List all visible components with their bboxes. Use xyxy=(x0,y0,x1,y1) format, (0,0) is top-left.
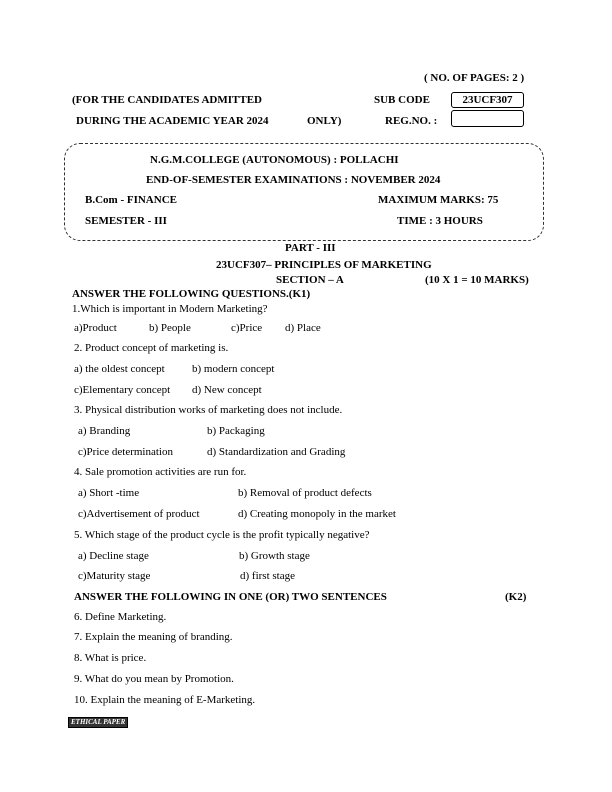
ethical-paper-stamp: ETHICAL PAPER xyxy=(68,717,128,728)
sub-code-label: SUB CODE xyxy=(374,94,430,106)
option: b) Growth stage xyxy=(239,550,310,562)
paper-title: 23UCF307– PRINCIPLES OF MARKETING xyxy=(216,259,432,271)
option: c)Maturity stage xyxy=(78,570,151,582)
option: a) the oldest concept xyxy=(74,363,165,375)
part: PART - III xyxy=(285,242,336,254)
option: a) Branding xyxy=(78,425,131,437)
exam-title: END-OF-SEMESTER EXAMINATIONS : NOVEMBER 2024 xyxy=(146,174,441,186)
page-count: ( NO. OF PAGES: 2 ) xyxy=(424,72,525,84)
option: b) People xyxy=(149,322,191,334)
option: d) Standardization and Grading xyxy=(207,446,346,458)
option: c)Advertisement of product xyxy=(78,508,200,520)
section1-instruction: ANSWER THE FOLLOWING QUESTIONS.(K1) xyxy=(72,288,311,300)
option: c)Elementary concept xyxy=(74,384,171,396)
option: b) modern concept xyxy=(192,363,275,375)
section2-instruction: ANSWER THE FOLLOWING IN ONE (OR) TWO SENTENCES xyxy=(74,591,387,603)
question-6: 6. Define Marketing. xyxy=(74,611,167,623)
time: TIME : 3 HOURS xyxy=(397,215,483,227)
option: c)Price xyxy=(231,322,263,334)
candidates-line2: DURING THE ACADEMIC YEAR 2024 xyxy=(76,115,269,127)
option: b) Removal of product defects xyxy=(238,487,372,499)
question-1: 1.Which is important in Modern Marketing? xyxy=(72,303,268,315)
reg-no-field[interactable] xyxy=(451,110,524,127)
question-9: 9. What do you mean by Promotion. xyxy=(74,673,234,685)
semester: SEMESTER - III xyxy=(85,215,167,227)
option: a)Product xyxy=(74,322,117,334)
only-label: ONLY) xyxy=(307,115,342,127)
candidates-line1: (FOR THE CANDIDATES ADMITTED xyxy=(72,94,262,106)
section-label: SECTION – A xyxy=(276,274,344,286)
section-marks: (10 X 1 = 10 MARKS) xyxy=(425,274,529,286)
question-7: 7. Explain the meaning of branding. xyxy=(74,631,233,643)
course: B.Com - FINANCE xyxy=(85,194,177,206)
question-3: 3. Physical distribution works of marketing does not include. xyxy=(74,404,343,416)
max-marks: MAXIMUM MARKS: 75 xyxy=(378,194,499,206)
option: d) Place xyxy=(285,322,321,334)
question-10: 10. Explain the meaning of E-Marketing. xyxy=(74,694,256,706)
option: c)Price determination xyxy=(78,446,173,458)
option: a) Decline stage xyxy=(78,550,149,562)
section2-level: (K2) xyxy=(505,591,527,603)
option: d) first stage xyxy=(240,570,295,582)
option: d) New concept xyxy=(192,384,262,396)
college-name: N.G.M.COLLEGE (AUTONOMOUS) : POLLACHI xyxy=(150,154,399,166)
option: b) Packaging xyxy=(207,425,265,437)
question-2: 2. Product concept of marketing is. xyxy=(74,342,229,354)
option: d) Creating monopoly in the market xyxy=(238,508,396,520)
sub-code: 23UCF307 xyxy=(451,92,524,108)
question-8: 8. What is price. xyxy=(74,652,147,664)
question-4: 4. Sale promotion activities are run for. xyxy=(74,466,247,478)
option: a) Short -time xyxy=(78,487,140,499)
reg-no-label: REG.NO. : xyxy=(385,115,438,127)
question-5: 5. Which stage of the product cycle is the profit typically negative? xyxy=(74,529,370,541)
